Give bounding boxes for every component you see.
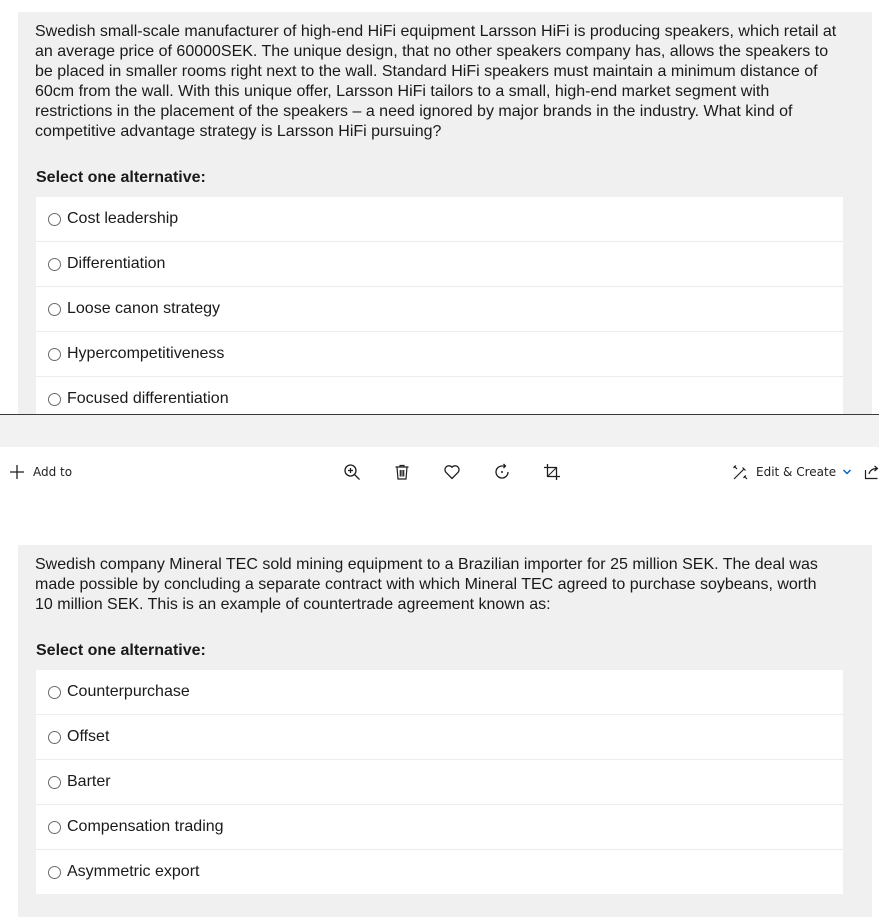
zoom-in-button[interactable] [343, 460, 361, 484]
option-compensation-trading[interactable] [36, 805, 843, 850]
radio-button[interactable] [48, 776, 61, 789]
crop-icon [543, 463, 561, 481]
share-icon [864, 464, 879, 480]
add-icon [9, 464, 25, 480]
option-hypercompetitiveness[interactable] [36, 332, 843, 377]
rotate-button[interactable] [493, 460, 511, 484]
radio-button[interactable] [48, 686, 61, 699]
zoom-in-icon [343, 463, 361, 481]
option-offset[interactable] [36, 715, 843, 760]
radio-button[interactable] [48, 731, 61, 744]
option-cost-leadership[interactable] [36, 197, 843, 242]
option-focused-differentiation[interactable] [36, 377, 843, 416]
rotate-icon [493, 463, 511, 481]
option-barter[interactable] [36, 760, 843, 805]
add-to-button[interactable] [9, 460, 72, 484]
edit-create-button[interactable] [732, 460, 852, 484]
option-label: Loose canon strategy [67, 300, 220, 317]
option-loose-canon-strategy[interactable] [36, 287, 843, 332]
option-label: Barter [67, 773, 111, 790]
delete-icon [393, 463, 411, 481]
delete-button[interactable] [393, 460, 411, 484]
option-asymmetric-export[interactable] [36, 850, 843, 894]
radio-button[interactable] [48, 303, 61, 316]
option-label: Compensation trading [67, 818, 224, 835]
option-label: Offset [67, 728, 110, 745]
radio-button[interactable] [48, 393, 61, 406]
option-label: Focused differentiation [67, 390, 229, 407]
heart-icon [443, 463, 461, 481]
add-to-label: Add to [33, 465, 73, 479]
radio-button[interactable] [48, 348, 61, 361]
option-counterpurchase[interactable] [36, 670, 843, 715]
option-label: Differentiation [67, 255, 166, 272]
options-list [36, 670, 843, 894]
edit-create-icon [732, 464, 749, 481]
radio-button[interactable] [48, 213, 61, 226]
quiz-question-card-bottom [18, 545, 872, 917]
filmstrip-area [0, 415, 879, 447]
option-label: Asymmetric export [67, 863, 200, 880]
option-label: Counterpurchase [67, 683, 190, 700]
crop-button[interactable] [543, 460, 561, 484]
share-button[interactable] [864, 460, 879, 484]
radio-button[interactable] [48, 821, 61, 834]
option-label: Hypercompetitiveness [67, 345, 225, 362]
quiz-question-card-top [18, 12, 872, 416]
radio-button[interactable] [48, 866, 61, 879]
chevron-down-icon [842, 467, 852, 477]
photo-viewer-toolbar [0, 447, 879, 497]
favorite-button[interactable] [443, 460, 461, 484]
edit-create-label: Edit & Create [756, 465, 837, 479]
select-one-label: Select one alternative: [36, 169, 206, 186]
question-text: Swedish company Mineral TEC sold mining equipment to a Brazilian importer for 25 million SEK. The deal was made possible by concluding a separate contract with which Mineral TEC agreed to purchase soybeans, worth 10 million SEK. This is an example of countertrade agreement known as: [35, 556, 818, 613]
question-text: Swedish small-scale manufacturer of high-end HiFi equipment Larsson HiFi is producing speakers, which retail at an average price of 60000SEK. The unique design, that no other speakers company has, allows the speakers to be placed in smaller rooms right next to the wall. Standard HiFi speakers must maintain a minimum distance of 60cm from the wall. With this unique offer, Larsson HiFi tailors to a small, high-end market segment with restrictions in the placement of the speakers – a need ignored by major brands in the industry. What kind of competitive advantage strategy is Larsson HiFi pursuing? [35, 23, 837, 140]
option-label: Cost leadership [67, 210, 179, 227]
option-differentiation[interactable] [36, 242, 843, 287]
select-one-label: Select one alternative: [36, 642, 206, 659]
options-list [36, 197, 843, 416]
radio-button[interactable] [48, 258, 61, 271]
